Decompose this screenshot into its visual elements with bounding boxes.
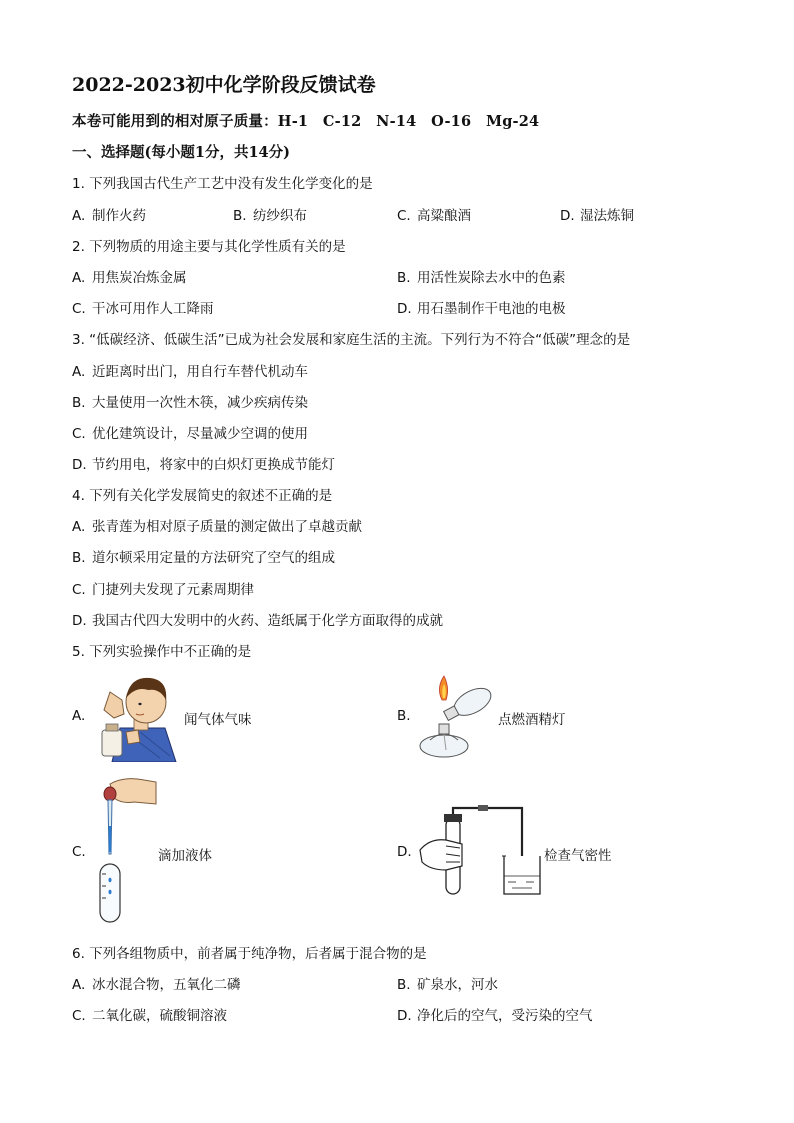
q5-option-a[interactable] <box>72 708 92 724</box>
q3-option-a[interactable] <box>72 360 308 380</box>
option-letter: D. <box>72 457 87 473</box>
q5-option-c[interactable] <box>72 844 92 860</box>
option-letter: A. <box>72 708 86 724</box>
option-text: 干冰可用作人工降雨 <box>92 301 214 317</box>
smelling-gas-illustration <box>90 670 180 762</box>
q6-option-c[interactable] <box>72 1004 227 1024</box>
q1-option-c[interactable] <box>397 204 471 224</box>
option-letter: C. <box>72 582 86 598</box>
option-letter: D. <box>397 844 412 860</box>
option-text: 节约用电，将家中的白炽灯更换成节能灯 <box>92 457 335 473</box>
q2-option-a[interactable] <box>72 266 187 286</box>
question-1-stem: 1. 下列我国古代生产工艺中没有发生化学变化的是 <box>72 176 373 192</box>
option-letter: C. <box>72 844 86 860</box>
option-letter: D. <box>397 301 412 317</box>
q6-option-a[interactable] <box>72 973 241 993</box>
option-text: 道尔顿采用定量的方法研究了空气的组成 <box>92 550 335 566</box>
q1-option-a[interactable] <box>72 204 146 224</box>
section-title: 一、选择题(每小题1分，共14分) <box>72 144 290 161</box>
option-letter: D. <box>397 1008 412 1024</box>
option-text: 制作火药 <box>92 208 146 224</box>
page-title: 2022-2023初中化学阶段反馈试卷 <box>72 74 376 96</box>
option-text: 用活性炭除去水中的色素 <box>417 270 566 286</box>
option-text: 二氧化碳，硫酸铜溶液 <box>92 1008 227 1024</box>
option-letter: A. <box>72 208 86 224</box>
option-letter: A. <box>72 270 86 286</box>
q5-option-d-label: 检查气密性 <box>544 848 612 864</box>
question-6-stem: 6. 下列各组物质中，前者属于纯净物，后者属于混合物的是 <box>72 946 427 962</box>
option-letter: A. <box>72 519 86 535</box>
option-text: 矿泉水，河水 <box>417 977 498 993</box>
q5-option-b-label: 点燃酒精灯 <box>498 712 566 728</box>
q6-option-b[interactable] <box>397 973 498 993</box>
option-letter: C. <box>397 208 411 224</box>
option-letter: B. <box>397 977 411 993</box>
q1-option-d[interactable] <box>560 204 634 224</box>
q4-option-c[interactable] <box>72 578 254 598</box>
option-letter: C. <box>72 426 86 442</box>
atomic-masses-note: 本卷可能用到的相对原子质量：H-1 C-12 N-14 O-16 Mg-24 <box>72 113 540 130</box>
option-letter: A. <box>72 977 86 993</box>
q5-option-b[interactable] <box>397 708 417 724</box>
option-letter: B. <box>72 550 86 566</box>
option-letter: B. <box>397 270 411 286</box>
q3-option-c[interactable] <box>72 422 308 442</box>
q5-option-a-label: 闻气体气味 <box>184 712 252 728</box>
q3-option-d[interactable] <box>72 453 335 473</box>
option-letter: D. <box>72 613 87 629</box>
option-text: 纺纱织布 <box>253 208 307 224</box>
option-text: 净化后的空气，受污染的空气 <box>417 1008 593 1024</box>
airtightness-check-illustration <box>416 804 544 898</box>
option-letter: C. <box>72 1008 86 1024</box>
option-text: 张青莲为相对原子质量的测定做出了卓越贡献 <box>92 519 362 535</box>
option-text: 优化建筑设计，尽量减少空调的使用 <box>92 426 308 442</box>
q5-option-c-label: 滴加液体 <box>158 848 212 864</box>
option-text: 用焦炭冶炼金属 <box>92 270 187 286</box>
option-letter: D. <box>560 208 575 224</box>
q2-option-c[interactable] <box>72 297 214 317</box>
q2-option-d[interactable] <box>397 297 566 317</box>
option-text: 湿法炼铜 <box>580 208 634 224</box>
q3-option-b[interactable] <box>72 391 308 411</box>
option-letter: B. <box>397 708 411 724</box>
option-text: 用石墨制作干电池的电极 <box>417 301 566 317</box>
option-letter: C. <box>72 301 86 317</box>
q2-option-b[interactable] <box>397 266 566 286</box>
option-letter: B. <box>233 208 247 224</box>
q5-option-d[interactable] <box>397 844 417 860</box>
q1-option-b[interactable] <box>233 204 307 224</box>
question-4-stem: 4. 下列有关化学发展简史的叙述不正确的是 <box>72 488 333 504</box>
q4-option-b[interactable] <box>72 546 335 566</box>
q4-option-a[interactable] <box>72 515 362 535</box>
option-text: 我国古代四大发明中的火药、造纸属于化学方面取得的成就 <box>92 613 443 629</box>
question-3-stem: 3. “低碳经济、低碳生活”已成为社会发展和家庭生活的主流。下列行为不符合“低碳”理念的是 <box>72 332 631 348</box>
question-5-stem: 5. 下列实验操作中不正确的是 <box>72 644 252 660</box>
option-text: 高粱酿酒 <box>417 208 471 224</box>
option-text: 大量使用一次性木筷，减少疾病传染 <box>92 395 308 411</box>
alcohol-lamp-illustration <box>416 674 498 760</box>
question-2-stem: 2. 下列物质的用途主要与其化学性质有关的是 <box>72 239 346 255</box>
option-letter: A. <box>72 364 86 380</box>
q4-option-d[interactable] <box>72 609 443 629</box>
option-text: 近距离时出门，用自行车替代机动车 <box>92 364 308 380</box>
option-text: 门捷列夫发现了元素周期律 <box>92 582 254 598</box>
dropper-illustration <box>94 776 158 926</box>
q6-option-d[interactable] <box>397 1004 593 1024</box>
option-text: 冰水混合物，五氧化二磷 <box>92 977 241 993</box>
option-letter: B. <box>72 395 86 411</box>
